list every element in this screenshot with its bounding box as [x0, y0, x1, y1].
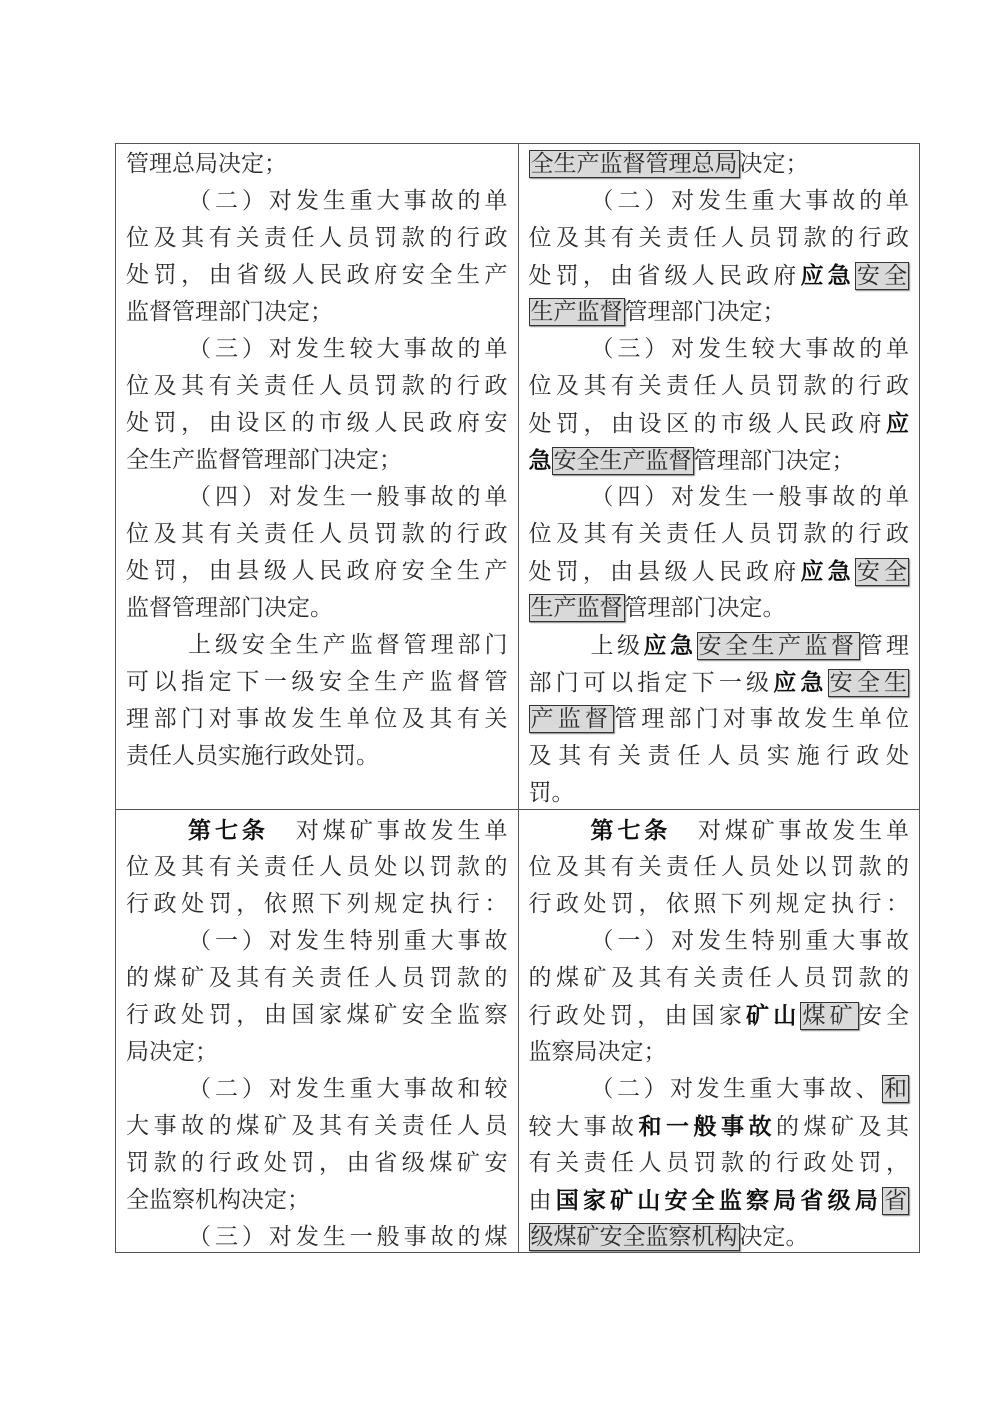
deleted-text-box: 安全生产监督 [553, 448, 692, 474]
text-line [529, 775, 910, 809]
text-segment: 管理部门决定； [624, 299, 786, 325]
text-line [126, 849, 508, 886]
text-line [529, 812, 910, 849]
added-text-bold: 应 [886, 410, 909, 437]
text-line [529, 1108, 910, 1145]
text-line [126, 331, 508, 368]
text-line [126, 405, 508, 442]
text-line [529, 183, 910, 220]
text-segment: 的煤矿及其有关责任人员罚款的 [126, 965, 508, 991]
text-segment: 的煤矿及其有关责任人员罚款的 [528, 965, 909, 991]
text-line [529, 442, 910, 479]
deleted-text-box: 生产监督 [530, 595, 623, 621]
deleted-text-box: 安全 [856, 263, 908, 289]
text-line [529, 738, 910, 775]
text-segment: 由 [528, 1188, 556, 1214]
deleted-text-box: 安全生产监督 [698, 633, 858, 659]
text-line [126, 442, 508, 479]
text-line [126, 368, 508, 405]
text-segment: 监督管理部门决定。 [126, 595, 333, 621]
revised-text-cell [518, 144, 920, 809]
text-line [529, 590, 910, 627]
text-line [126, 812, 508, 849]
text-segment: （二）对发生重大事故的单 [188, 188, 508, 214]
text-segment: 监察局决定； [528, 1039, 667, 1065]
text-line [126, 1108, 508, 1145]
text-segment: 位及其有关责任人员罚款的行政 [528, 225, 909, 251]
text-line [529, 923, 910, 960]
text-segment: 位及其有关责任人员罚款的行政 [126, 373, 508, 399]
original-text-cell [116, 810, 518, 1252]
text-segment: 有关责任人员罚款的行政处罚， [528, 1150, 909, 1176]
text-line [126, 701, 508, 738]
deleted-text-box: 和 [884, 1076, 907, 1102]
text-segment: 行政处罚，依照下列规定执行： [126, 891, 508, 917]
text-line [529, 1034, 910, 1071]
added-text-bold: 应急 [643, 632, 697, 659]
text-line [126, 886, 508, 923]
text-line [126, 220, 508, 257]
text-line [529, 664, 910, 701]
text-segment: （一）对发生特别重大事故 [590, 928, 909, 954]
text-segment: （二）对发生重大事故、 [590, 1076, 882, 1102]
text-line [529, 553, 910, 590]
text-segment: （四）对发生一般事故的单 [590, 484, 909, 510]
added-text-bold: 第七条 [188, 817, 269, 844]
text-line [126, 1071, 508, 1108]
text-segment: 处罚，由设区的市级人民政府安 [126, 410, 508, 436]
text-segment: （三）对发生较大事故的单 [188, 336, 508, 362]
text-segment: （一）对发生特别重大事故 [188, 928, 508, 954]
text-line [529, 849, 910, 886]
text-segment: 对煤矿事故发生单 [671, 818, 910, 844]
text-line [126, 1182, 508, 1219]
text-line [126, 923, 508, 960]
text-segment: 大事故的煤矿及其有关责任人员 [126, 1113, 508, 1139]
text-segment: 位及其有关责任人员处以罚款的 [126, 854, 508, 880]
deleted-text-box: 煤矿 [802, 1003, 857, 1029]
text-segment: 行政处罚，由国家煤矿安全监察 [126, 1002, 508, 1028]
text-segment: 理部门对事故发生单位及其有关 [126, 706, 508, 732]
text-segment: 行政处罚，依照下列规定执行： [528, 891, 909, 917]
text-line [529, 997, 910, 1034]
text-segment: 罚。 [528, 780, 575, 806]
deleted-text-box: 级煤矿安全监察机构 [530, 1224, 738, 1250]
text-segment: 行政处罚，由国家 [528, 1003, 747, 1029]
added-text-bold: 应急 [800, 262, 855, 289]
table-row [116, 810, 919, 1252]
text-segment: 责任人员实施行政处罚。 [126, 743, 379, 769]
text-segment: 位及其有关责任人员罚款的行政 [126, 225, 508, 251]
added-text-bold: 应急 [773, 669, 828, 696]
text-segment: 安全 [858, 1003, 910, 1029]
text-line [126, 1219, 508, 1252]
text-line [126, 997, 508, 1034]
text-line [529, 368, 910, 405]
text-line [529, 146, 910, 183]
text-line [529, 220, 910, 257]
text-segment: 处罚，由县级人民政府安全生产 [126, 558, 508, 584]
text-segment: 可以指定下一级安全生产监督管 [126, 669, 508, 695]
text-line [126, 183, 508, 220]
text-line [126, 664, 508, 701]
text-segment: 管理部门对事故发生单位 [614, 706, 910, 732]
original-text-cell [116, 144, 518, 809]
text-line [126, 1145, 508, 1182]
text-segment: （四）对发生一般事故的单 [188, 484, 508, 510]
text-line [529, 960, 910, 997]
added-text-bold: 应急 [800, 558, 855, 585]
text-segment: 管理总局决定； [126, 151, 287, 177]
text-segment: 管理 [859, 633, 909, 659]
text-segment: 位及其有关责任人员罚款的行政 [126, 521, 508, 547]
text-segment: （三）对发生一般事故的煤 [188, 1224, 508, 1250]
text-line [126, 553, 508, 590]
text-line [529, 1071, 910, 1108]
text-line [529, 701, 910, 738]
deleted-text-box: 产监督 [530, 706, 613, 732]
deleted-text-box: 安全 [856, 559, 908, 585]
text-segment: 决定； [739, 151, 809, 177]
text-segment: 及其有关责任人员实施行政处 [528, 743, 909, 769]
added-text-bold: 矿山 [746, 1002, 801, 1029]
revised-text-cell [518, 810, 920, 1252]
text-segment: 管理部门决定； [693, 448, 855, 474]
text-segment: 管理部门决定。 [624, 595, 786, 621]
deleted-text-box: 省 [884, 1188, 908, 1214]
text-segment: 位及其有关责任人员罚款的行政 [528, 373, 909, 399]
text-segment: 监督管理部门决定； [126, 299, 333, 325]
text-line [529, 1145, 910, 1182]
text-segment: 上级安全生产监督管理部门 [188, 632, 508, 658]
text-segment: 处罚，由省级人民政府 [528, 263, 801, 289]
text-segment: 局决定； [126, 1039, 218, 1065]
text-segment: 处罚，由省级人民政府安全生产 [126, 262, 508, 288]
text-segment: （二）对发生重大事故和较 [188, 1076, 508, 1102]
text-segment: 全生产监督管理部门决定； [126, 447, 402, 473]
text-segment: （三）对发生较大事故的单 [590, 336, 909, 362]
text-segment: 罚款的行政处罚，由省级煤矿安 [126, 1150, 508, 1176]
text-segment: 处罚，由设区的市级人民政府 [528, 411, 886, 437]
text-line [529, 257, 910, 294]
text-line [126, 1034, 508, 1071]
table-row [116, 144, 919, 810]
text-segment: 决定。 [739, 1224, 809, 1250]
deleted-text-box: 生产监督 [530, 299, 623, 325]
text-segment: 的煤矿及其 [776, 1114, 909, 1140]
text-line [126, 627, 508, 664]
text-line [126, 738, 508, 775]
text-segment: 对煤矿事故发生单 [268, 818, 508, 844]
text-line [126, 479, 508, 516]
text-line [126, 294, 508, 331]
text-line [529, 294, 910, 331]
text-segment: （二）对发生重大事故的单 [590, 188, 909, 214]
text-line [126, 590, 508, 627]
text-line [529, 516, 910, 553]
text-line [126, 960, 508, 997]
text-line [529, 1219, 910, 1252]
text-segment: 位及其有关责任人员罚款的行政 [528, 521, 909, 547]
text-segment: 位及其有关责任人员处以罚款的 [528, 854, 909, 880]
deleted-text-box: 安全生 [829, 670, 908, 696]
text-line [529, 1182, 910, 1219]
added-text-bold: 急 [528, 447, 552, 474]
comparison-table [115, 143, 920, 1253]
text-line [126, 516, 508, 553]
text-segment: 部门可以指定下一级 [528, 670, 774, 696]
text-line [126, 257, 508, 294]
added-text-bold: 第七条 [590, 817, 672, 844]
text-line [529, 627, 910, 664]
text-line [529, 886, 910, 923]
text-line [529, 479, 910, 516]
deleted-text-box: 全生产监督管理总局 [530, 151, 738, 177]
text-segment: 上级 [590, 633, 644, 659]
text-segment: 较大事故 [528, 1114, 639, 1140]
added-text-bold: 和一般事故 [638, 1113, 776, 1140]
text-line [529, 331, 910, 368]
text-segment: 处罚，由县级人民政府 [528, 559, 801, 585]
text-line [126, 146, 508, 183]
text-segment: 全监察机构决定； [126, 1187, 310, 1213]
added-text-bold: 国家矿山安全监察局省级局 [555, 1187, 883, 1214]
text-line [529, 405, 910, 442]
